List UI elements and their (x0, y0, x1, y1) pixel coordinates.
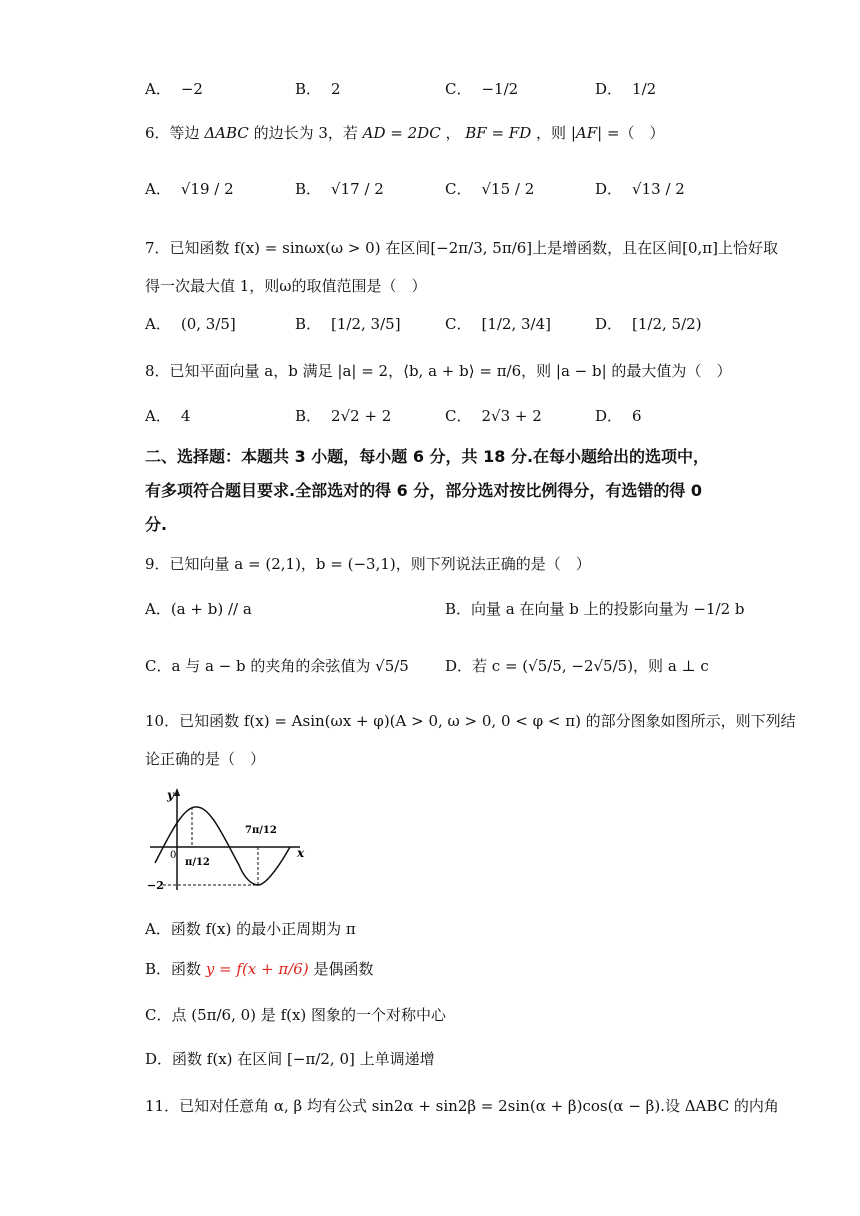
q6-stem-vector-eq: BF = FD (465, 124, 532, 142)
q10-stem-line2: 论正确的是（ ） (145, 750, 266, 768)
q9-option-c: C．a 与 a − b 的夹角的余弦值为 √5/5 (145, 657, 409, 675)
q5-option-d-value: 1/2 (632, 79, 657, 98)
q8-option-a-value: 4 (180, 406, 191, 425)
option-label: D． (595, 407, 623, 425)
q8-option-d (595, 405, 642, 426)
q6-stem-vector-eq: AD = 2DC (362, 124, 441, 142)
q9-option-b: B．向量 a 在向量 b 上的投影向量为 −1/2 b (445, 600, 745, 618)
q6-stem-magnitude: |AF| (570, 124, 603, 142)
option-label: B． (295, 315, 322, 333)
q5-option-a-label: A． (145, 80, 171, 98)
sine-curve (155, 807, 290, 885)
q8-stem: 8．已知平面向量 a，b 满足 |a| = 2，⟨b, a + b⟩ = π/6，则 |a − b| 的最大值为（ ） (145, 362, 732, 380)
q7-option-b (295, 313, 401, 334)
q5-option-b-value: 2 (331, 79, 341, 98)
q10-option-a: A．函数 f(x) 的最小正周期为 π (145, 920, 356, 938)
option-label: A． (145, 407, 171, 425)
q5-option-c-value: −1/2 (481, 79, 519, 98)
q6-option-c-value: √15 / 2 (481, 179, 535, 198)
q11-stem-line1: 11．已知对任意角 α, β 均有公式 sin2α + sin2β = 2sin(α + β)cos(α − β).设 ΔABC 的内角 (145, 1097, 779, 1115)
option-label: B． (295, 407, 322, 425)
q9-option-a: A．(a + b) // a (145, 600, 252, 618)
tick-pi12: π/12 (185, 857, 210, 868)
q8-option-a (145, 405, 190, 426)
q8-option-c (445, 405, 542, 426)
y-axis-arrow (174, 788, 180, 796)
q8-option-b (295, 405, 391, 426)
q6-stem-part: 的边长为 3，若 (253, 124, 358, 142)
q5-option-d (595, 78, 656, 99)
option-label: A． (145, 180, 171, 198)
q6-option-a (145, 178, 234, 199)
q5-option-a-value: −2 (180, 79, 203, 98)
q7-option-b-value: [1/2, 3/5] (331, 314, 401, 333)
y-axis-label: y (167, 788, 174, 802)
q6-stem-part: ， (445, 124, 461, 142)
q6-stem-part: 6．等边 (145, 124, 200, 142)
origin-label: 0 (170, 850, 177, 861)
option-label: C． (445, 315, 472, 333)
q6-stem-triangle: ΔABC (204, 124, 249, 142)
tick-neg2: −2 (147, 879, 164, 892)
option-label: D． (595, 180, 623, 198)
q9-stem: 9．已知向量 a = (2,1)，b = (−3,1)，则下列说法正确的是（ ） (145, 555, 591, 573)
q7-option-d (595, 313, 702, 334)
q7-option-c (445, 313, 551, 334)
q5-option-c-label: C． (445, 80, 472, 98)
q7-option-a-value: (0, 3/5] (180, 314, 236, 333)
q10-option-d: D．函数 f(x) 在区间 [−π/2, 0] 上单调递增 (145, 1050, 435, 1068)
q10-option-b-expression: y = f(x + π/6) (205, 960, 309, 978)
x-axis-label: x (297, 846, 305, 860)
q5-option-a (145, 78, 203, 99)
q5-option-b (295, 78, 341, 99)
q6-option-b-value: √17 / 2 (331, 179, 384, 198)
q6-option-d (595, 178, 685, 199)
option-label: D． (595, 315, 623, 333)
option-label: C． (445, 407, 472, 425)
q7-option-a (145, 313, 236, 334)
q6-stem-part: ，则 (536, 124, 567, 142)
q6-option-b (295, 178, 384, 199)
q6-stem-part: =（ ） (606, 124, 665, 142)
q10-option-c: C．点 (5π/6, 0) 是 f(x) 图象的一个对称中心 (145, 1006, 447, 1024)
q7-stem-line2: 得一次最大值 1，则ω的取值范围是（ ） (145, 277, 427, 295)
q5-option-d-label: D． (595, 80, 623, 98)
q9-option-d: D．若 c = (√5/5, −2√5/5)，则 a ⊥ c (445, 657, 709, 675)
q8-option-c-value: 2√3 + 2 (481, 406, 542, 425)
q8-option-b-value: 2√2 + 2 (331, 406, 392, 425)
q10-option-b-prefix: B．函数 (145, 960, 202, 978)
q6-option-c (445, 178, 534, 199)
q8-option-d-value: 6 (632, 406, 642, 425)
q5-option-b-label: B． (295, 80, 322, 98)
q7-option-c-value: [1/2, 3/4] (481, 314, 552, 333)
q10-stem-line1: 10．已知函数 f(x) = Asin(ωx + φ)(A > 0, ω > 0, 0 < φ < π) 的部分图象如图所示，则下列结 (145, 712, 796, 730)
q5-option-c (445, 78, 518, 99)
q6-option-a-value: √19 / 2 (180, 179, 234, 198)
option-label: A． (145, 315, 171, 333)
q6-option-d-value: √13 / 2 (632, 179, 685, 198)
q7-option-d-value: [1/2, 5/2) (632, 314, 702, 333)
q7-stem-line1: 7．已知函数 f(x) = sinωx(ω > 0) 在区间[−2π/3, 5π/6]上是增函数，且在区间[0,π]上恰好取 (145, 239, 779, 257)
q10-function-graph (145, 785, 320, 895)
q10-option-b (145, 958, 373, 979)
tick-7pi12: 7π/12 (245, 825, 277, 836)
section2-heading: 二、选择题：本题共 3 小题，每小题 6 分，共 18 分.在每小题给出的选项中，有多项符合题目要求.全部选对的得 6 分，部分选对按比例得分，有选错的得 0 分. (145, 447, 710, 534)
q10-option-b-suffix: 是偶函数 (313, 960, 374, 978)
option-label: C． (445, 180, 472, 198)
option-label: B． (295, 180, 322, 198)
q6-stem (145, 122, 665, 143)
